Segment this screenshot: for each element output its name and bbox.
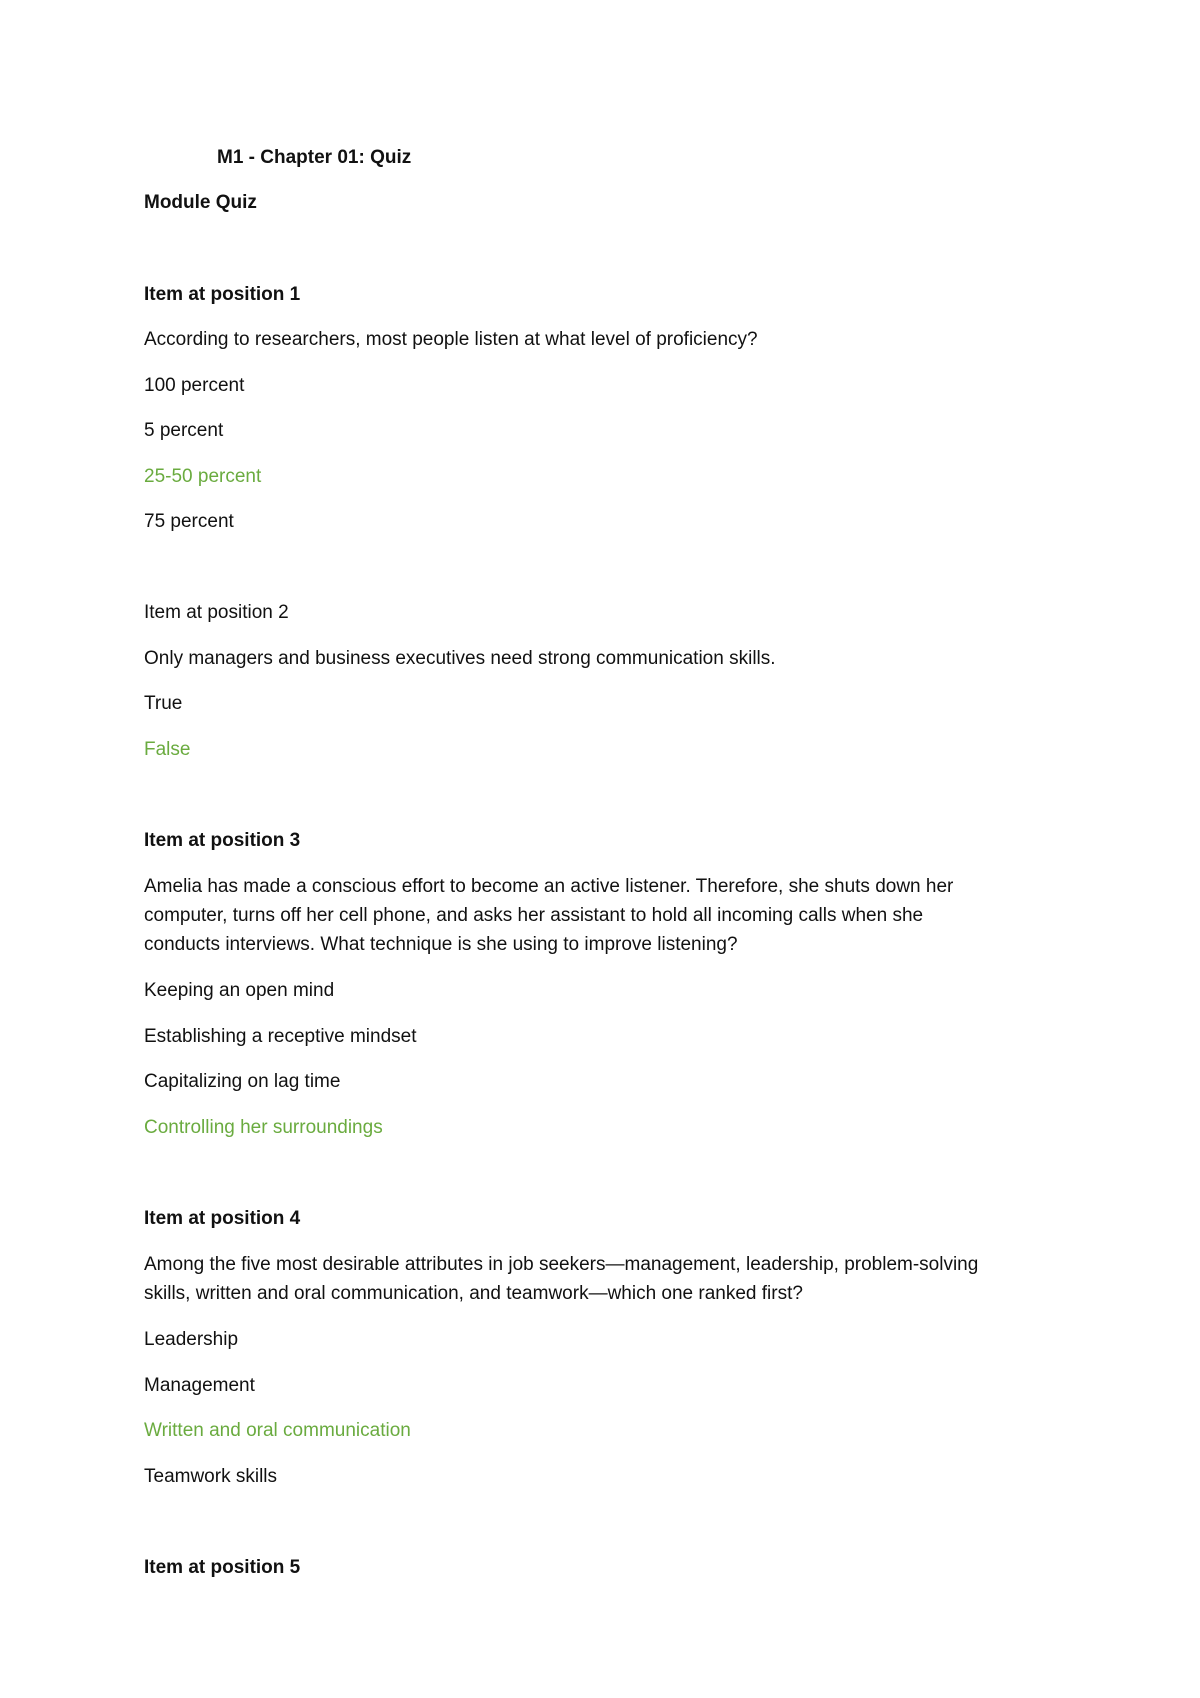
item-2-heading: Item at position 2 [144,602,289,623]
item-5-heading: Item at position 5 [144,1557,301,1578]
item-4-question-line-1: Among the five most desirable attributes in job seekers—management, leadership, problem-solving [144,1254,979,1275]
item-1-heading: Item at position 1 [144,284,301,305]
item-4-option-1: Leadership [144,1329,239,1350]
item-1-question: According to researchers, most people listen at what level of proficiency? [144,329,758,350]
item-4-option-4: Teamwork skills [144,1466,278,1487]
item-3-question-line-3: conducts interviews. What technique is she using to improve listening? [144,934,738,955]
item-4-question-line-2: skills, written and oral communication, and teamwork—which one ranked first? [144,1283,803,1304]
item-2-option-2-correct: False [144,739,191,760]
item-3-option-4-correct: Controlling her surroundings [144,1117,383,1138]
item-3-option-3: Capitalizing on lag time [144,1071,341,1092]
item-3-heading: Item at position 3 [144,830,301,851]
item-1-option-3-correct: 25-50 percent [144,466,262,487]
item-3-question-line-2: computer, turns off her cell phone, and asks her assistant to hold all incoming calls when she [144,905,924,926]
item-3-option-2: Establishing a receptive mindset [144,1026,417,1047]
item-3-option-1: Keeping an open mind [144,980,335,1001]
item-4-option-2: Management [144,1375,255,1396]
item-1-option-2: 5 percent [144,420,224,441]
item-2-question: Only managers and business executives need strong communication skills. [144,648,776,669]
document-title: M1 - Chapter 01: Quiz [217,147,412,168]
item-4-option-3-correct: Written and oral communication [144,1420,411,1441]
item-4-heading: Item at position 4 [144,1208,301,1229]
item-3-question-line-1: Amelia has made a conscious effort to become an active listener. Therefore, she shuts down her [144,876,954,897]
item-2-option-1: True [144,693,183,714]
item-1-option-4: 75 percent [144,511,234,532]
document-subtitle: Module Quiz [144,192,257,213]
item-1-option-1: 100 percent [144,375,245,396]
